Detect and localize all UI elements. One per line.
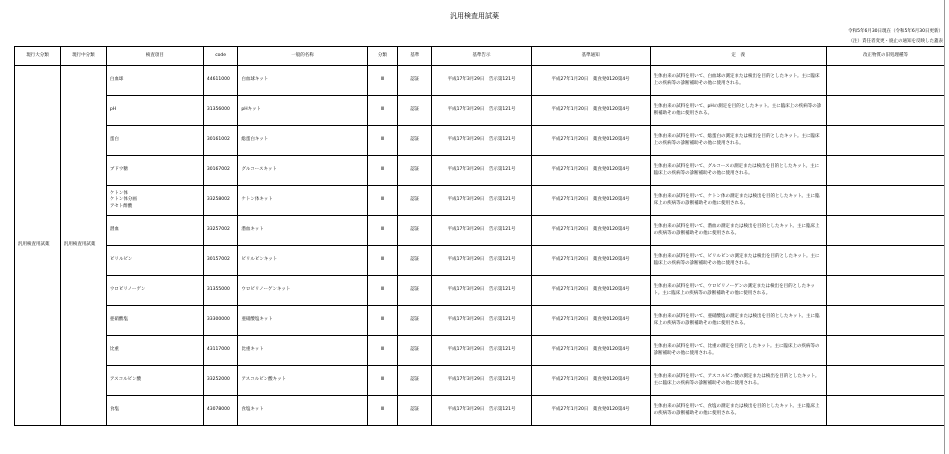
revision-cell <box>827 306 945 336</box>
code-cell: 33257002 <box>203 216 237 246</box>
revision-cell <box>827 276 945 306</box>
code-cell: 33300000 <box>203 306 237 336</box>
generic-name-cell: ウロビリノーゲンキット <box>238 276 367 306</box>
notification-cell: 平成27年1月20日 薬食発0120第4号 <box>531 186 650 216</box>
notice-cell: 平成17年3月29日 告示第121号 <box>432 306 531 336</box>
page-edge-line <box>944 0 945 454</box>
standard-cell: 認証 <box>398 66 432 96</box>
class-cell: Ⅲ <box>367 246 397 276</box>
code-cell: 43078000 <box>203 396 237 426</box>
definition-cell: 生体由来の試料を用いて、ビリルビンの測定または検出を目的としたキット。主に臨床上の疾病等の診断補助その他に使用される。 <box>650 246 826 276</box>
class-cell: Ⅲ <box>367 216 397 246</box>
middle-category-cell: 汎用検査用試薬 <box>60 66 106 426</box>
header-row <box>15 47 945 66</box>
notice-cell: 平成17年3月29日 告示第121号 <box>432 246 531 276</box>
table-row <box>15 156 945 186</box>
class-cell: Ⅲ <box>367 336 397 366</box>
code-cell: 44611000 <box>203 66 237 96</box>
standard-cell: 認証 <box>398 306 432 336</box>
notification-cell: 平成27年1月20日 薬食発0120第4号 <box>531 366 650 396</box>
notice-cell: 平成17年3月29日 告示第121号 <box>432 366 531 396</box>
generic-name-cell: 亜硝酸塩キット <box>238 306 367 336</box>
test-item-cell: pH <box>106 96 203 126</box>
header-generic-name: 一般的名称 <box>238 47 367 66</box>
notification-cell: 平成27年1月20日 薬食発0120第4号 <box>531 246 650 276</box>
revision-cell <box>827 66 945 96</box>
header-standard-notification: 基準通知 <box>531 47 650 66</box>
table-row <box>15 336 945 366</box>
notification-cell: 平成27年1月20日 薬食発0120第4号 <box>531 396 650 426</box>
notification-cell: 平成27年1月20日 薬食発0120第4号 <box>531 276 650 306</box>
standard-cell: 認証 <box>398 276 432 306</box>
reagent-table <box>14 46 945 426</box>
notification-cell: 平成27年1月20日 薬食発0120第4号 <box>531 126 650 156</box>
notice-cell: 平成17年3月29日 告示第121号 <box>432 96 531 126</box>
definition-cell: 生体由来の試料を用いて、総蛋白の測定または検出を目的としたキット。主に臨床上の疾病等の診断補助その他に使用される。 <box>650 126 826 156</box>
notice-cell: 平成17年3月29日 告示第121号 <box>432 336 531 366</box>
header-definition: 定 義 <box>650 47 826 66</box>
table-row <box>15 126 945 156</box>
header-standard: 基準 <box>398 47 432 66</box>
header-test-item: 検査項目 <box>106 47 203 66</box>
header-middle-category: 現行中分類 <box>60 47 106 66</box>
test-item-cell: 潜血 <box>106 216 203 246</box>
code-cell: 33258002 <box>203 186 237 216</box>
header-revision: 改正物質の旧処理種等 <box>827 47 945 66</box>
table-row <box>15 306 945 336</box>
class-cell: Ⅲ <box>367 156 397 186</box>
definition-cell: 生体由来の試料を用いて、グルコースの測定または検出を目的としたキット。主に臨床上の疾病等の診断補助その他に使用される。 <box>650 156 826 186</box>
notice-cell: 平成17年3月29日 告示第121号 <box>432 216 531 246</box>
standard-cell: 認証 <box>398 126 432 156</box>
definition-cell: 生体由来の試料を用いて、食塩の測定または検出を目的としたキット。主に臨床上の疾病等の診断補助その他に使用される。 <box>650 396 826 426</box>
table-row <box>15 366 945 396</box>
standard-cell: 認証 <box>398 366 432 396</box>
test-item-cell: ケトン体 ケトン体分画 アセト酢酸 <box>106 186 203 216</box>
update-note: 令和5年6月30日現在（令和5年6月30日更新） <box>848 29 943 34</box>
table-row <box>15 96 945 126</box>
notification-cell: 平成27年1月20日 薬食発0120第4号 <box>531 216 650 246</box>
generic-name-cell: グルコースキット <box>238 156 367 186</box>
definition-cell: 生体由来の試料を用いて、比重の測定を目的としたキット。主に臨床上の疾病等の診断補助その他に使用される。 <box>650 336 826 366</box>
notice-cell: 平成17年3月29日 告示第121号 <box>432 66 531 96</box>
code-cell: 31356000 <box>203 96 237 126</box>
table-row <box>15 246 945 276</box>
generic-name-cell: ビリルビンキット <box>238 246 367 276</box>
revision-cell <box>827 186 945 216</box>
standard-cell: 認証 <box>398 96 432 126</box>
code-cell: 43117000 <box>203 336 237 366</box>
header-major-category: 現行大分類 <box>15 47 61 66</box>
notice-cell: 平成17年3月29日 告示第121号 <box>432 276 531 306</box>
header-class: 分類 <box>367 47 397 66</box>
definition-cell: 生体由来の試料を用いて、潜血の測定または検出を目的としたキット。主に臨床上の疾病等の診断補助その他に使用される。 <box>650 216 826 246</box>
test-item-cell: 亜硝酸塩 <box>106 306 203 336</box>
revision-cell <box>827 336 945 366</box>
notification-cell: 平成27年1月20日 薬食発0120第4号 <box>531 336 650 366</box>
definition-cell: 生体由来の試料を用いて、pHの測定を目的としたキット。主に臨床上の疾病等の診断補助その他に使用される。 <box>650 96 826 126</box>
class-cell: Ⅲ <box>367 366 397 396</box>
notice-cell: 平成17年3月29日 告示第121号 <box>432 396 531 426</box>
revision-cell <box>827 366 945 396</box>
generic-name-cell: 比重キット <box>238 336 367 366</box>
notification-cell: 平成27年1月20日 薬食発0120第4号 <box>531 156 650 186</box>
generic-name-cell: アスコルビン酸キット <box>238 366 367 396</box>
test-item-cell: ブドウ糖 <box>106 156 203 186</box>
page-cutoff <box>0 427 949 454</box>
test-item-cell: 蛋白 <box>106 126 203 156</box>
standard-cell: 認証 <box>398 186 432 216</box>
code-cell: 30167002 <box>203 156 237 186</box>
code-cell: 30157002 <box>203 246 237 276</box>
notice-cell: 平成17年3月29日 告示第121号 <box>432 156 531 186</box>
class-cell: Ⅲ <box>367 96 397 126</box>
revision-cell <box>827 396 945 426</box>
generic-name-cell: 白血球キット <box>238 66 367 96</box>
standard-cell: 認証 <box>398 396 432 426</box>
generic-name-cell: 潜血キット <box>238 216 367 246</box>
test-item-cell: ウロビリノーゲン <box>106 276 203 306</box>
definition-cell: 生体由来の試料を用いて、ケトン体の測定または検出を目的としたキット。主に臨床上の疾病等の診断補助その他に使用される。 <box>650 186 826 216</box>
table-row <box>15 186 945 216</box>
revision-cell <box>827 156 945 186</box>
revision-cell <box>827 246 945 276</box>
major-category-cell: 汎用検査用試薬 <box>15 66 61 426</box>
definition-cell: 生体由来の試料を用いて、ウロビリノーゲンの測定または検出を目的としたキット。主に臨床上の疾病等の診断補助その他に使用される。 <box>650 276 826 306</box>
code-cell: 30161002 <box>203 126 237 156</box>
header-standard-notice: 基準告示 <box>432 47 531 66</box>
test-item-cell: 食塩 <box>106 396 203 426</box>
table-row <box>15 66 945 96</box>
test-item-cell: 白血球 <box>106 66 203 96</box>
notification-cell: 平成27年1月20日 薬食発0120第4号 <box>531 96 650 126</box>
notification-cell: 平成27年1月20日 薬食発0120第4号 <box>531 306 650 336</box>
standard-cell: 認証 <box>398 216 432 246</box>
header-code: code <box>203 47 237 66</box>
notice-cell: 平成17年3月29日 告示第121号 <box>432 186 531 216</box>
class-cell: Ⅲ <box>367 126 397 156</box>
code-cell: 31355000 <box>203 276 237 306</box>
generic-name-cell: 総蛋白キット <box>238 126 367 156</box>
generic-name-cell: 食塩キット <box>238 396 367 426</box>
standard-cell: 認証 <box>398 336 432 366</box>
definition-cell: 生体由来の試料を用いて、白血球の測定または検出を目的としたキット。主に臨床上の疾病等の診断補助その他に使用される。 <box>650 66 826 96</box>
notice-cell: 平成17年3月29日 告示第121号 <box>432 126 531 156</box>
revision-cell <box>827 216 945 246</box>
test-item-cell: ビリルビン <box>106 246 203 276</box>
standard-cell: 認証 <box>398 246 432 276</box>
class-cell: Ⅲ <box>367 276 397 306</box>
definition-cell: 生体由来の試料を用いて、アスコルビン酸の測定または検出を目的としたキット。主に臨床上の疾病等の診断補助その他に使用される。 <box>650 366 826 396</box>
revision-note: （注）責任者変更・廃止の通知を反映した蓋表 <box>848 39 943 44</box>
table-row <box>15 396 945 426</box>
generic-name-cell: pHキット <box>238 96 367 126</box>
class-cell: Ⅲ <box>367 306 397 336</box>
test-item-cell: 比重 <box>106 336 203 366</box>
generic-name-cell: ケトン体キット <box>238 186 367 216</box>
code-cell: 33252000 <box>203 366 237 396</box>
notification-cell: 平成27年1月20日 薬食発0120第4号 <box>531 66 650 96</box>
definition-cell: 生体由来の試料を用いて、亜硝酸塩の測定または検出を目的としたキット。主に臨床上の疾病等の診断補助その他に使用される。 <box>650 306 826 336</box>
document-title: 汎用検査用試薬 <box>450 12 499 20</box>
table-row <box>15 216 945 246</box>
revision-cell <box>827 126 945 156</box>
class-cell: Ⅲ <box>367 66 397 96</box>
class-cell: Ⅲ <box>367 186 397 216</box>
table-row <box>15 276 945 306</box>
test-item-cell: アスコルビン酸 <box>106 366 203 396</box>
class-cell: Ⅲ <box>367 396 397 426</box>
standard-cell: 認証 <box>398 156 432 186</box>
revision-cell <box>827 96 945 126</box>
